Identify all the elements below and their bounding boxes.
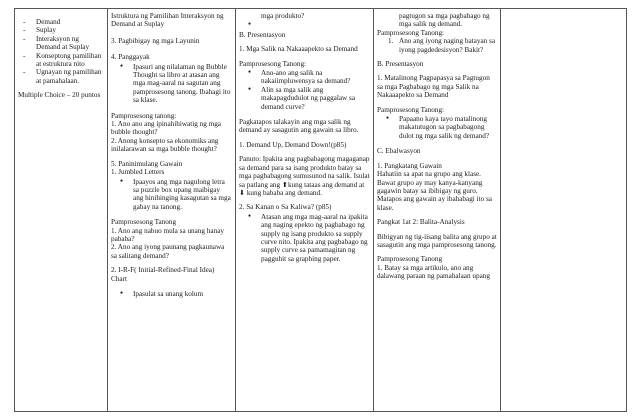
question-heading: Pamprosesong Tanong (377, 255, 443, 264)
arrow-up-icon: ⬆ (281, 180, 288, 189)
section-heading: B. Presentasyon (377, 60, 424, 69)
activity-title: 1. Pangkatang Gawain (377, 161, 442, 170)
instruction-text: kung bababa ang demand. (246, 188, 322, 197)
topic-item: - Konseptong pamilihan at estruktura nito (18, 52, 104, 69)
procedure-cell-2 (236, 9, 374, 412)
topic-list (18, 18, 104, 85)
assessment-type: Multiple Choice – 20 puntos (18, 91, 101, 100)
bullet-item: ● Ano-ano ang salik na nakaiimpluwensya sa demand? (239, 69, 370, 86)
question-heading: Pamprosesong tanong: (111, 111, 177, 120)
topic-item: - Suplay (18, 26, 104, 34)
procedure-cell-1 (108, 9, 236, 412)
question-text: 1. Ano ano ang ipinahihiwatig ng mga bubble thought? (111, 120, 221, 137)
topic-heading: 1. Mga Salik na Nakaaapekto sa Demand (239, 45, 358, 54)
paragraph: Pagkatapos talakayin ang mga salik ng demand ay sasagutin ang gawain sa libro. (239, 118, 359, 135)
empty-bullet (239, 21, 370, 29)
paragraph: Bibigyan ng tig-iisang balita ang grupo at sasagutin ang mga pamprosesong tanong. (377, 232, 497, 249)
instruction-text: kung tataas ang demand at (287, 180, 365, 189)
topic-item: - Interaksyon ng Demand at Suplay (18, 35, 104, 52)
question-heading: Pamprosesong Tanong: (377, 105, 445, 114)
continued-text: pagtugon sa mga pagbabago ng mga salik ng demand. (399, 12, 490, 29)
bullet-item: ● Ipasulat sa unang kolum (111, 290, 232, 298)
instruction-text: Panuto: Ipakita ang pagbabagong magaganap sa demand para sa isang produkto batay sa mga pagbabagong sumusunod na salik. Isulat sa patlang ang (239, 155, 370, 189)
continued-text: mga produkto? (261, 12, 305, 20)
question-heading: Pamprosesong Tanong: (239, 59, 307, 68)
question-text: 2. Ano ang iyong paunang pagkaunawa sa salitang demand? (111, 243, 225, 260)
topics-cell (15, 9, 108, 412)
step-heading: 3. Pagbibigay ng mga Layunin (111, 36, 200, 45)
question-heading: Pamprosesong Tanong: (377, 28, 445, 37)
bullet-item: ● Alin sa mga salik ang makapagdudulot ng paggalaw sa demand curve? (239, 86, 370, 111)
section-heading: B. Presentasyon (239, 30, 286, 39)
question-text: 1. Batay sa mga artikulo, ano ang dalawang paraan ng pamahalaan upang (377, 263, 490, 281)
question-heading: Pamprosesong Tanong (111, 218, 177, 227)
empty-cell (501, 9, 627, 412)
section-heading: C. Ebalwasyon (377, 147, 421, 156)
topic-heading: 1. Matalinong Pagpapasya sa Pagtugon sa mga Pagbabago ng mga Salik na Nakaaapekto sa Demand (377, 74, 490, 100)
lesson-title: Istruktura ng Pamilihan Interaksyon ng Demand at Suplay (111, 12, 224, 29)
activity-title: 1. Jumbled Letters (111, 168, 165, 177)
activity-title: 1. Demand Up, Demand Down!(p85) (239, 140, 347, 149)
question-text: 2. Anong konsepto sa ekonomiks ang inilalarawan sa mga bubble thought? (111, 136, 219, 154)
topic-item: - Ugnayan ng pamilihan at pamahalaan. (18, 68, 104, 85)
lesson-plan-table (14, 8, 627, 412)
arrow-down-icon: ⬇ (239, 188, 246, 197)
bullet-item: ● Papaano kaya tayo matalinong makatutugon sa pagbabagong dulot ng mga salik ng demand? (377, 115, 497, 140)
step-heading: 4. Panggayak (111, 53, 150, 62)
activity-title: 2. Sa Kanan o Sa Kaliwa? (p85) (239, 203, 332, 212)
step-heading: 5. Paninimulang Gawain (111, 159, 183, 168)
topic-item: - Demand (18, 18, 104, 26)
bullet-item: ● Atasan ang mga mag-aaral na ipakita ang naging epekto ng pagbabago ng supply ng isang produkto sa supply curve nito. Ipakita ang pagbabago ng supply curve sa pamamagitan ng pagguhit sa graphing paper. (239, 213, 370, 263)
group-label: Pangkat 1at 2: Balita-Analysis (377, 218, 465, 227)
question-text: 1. Ano ang nabuo mula sa unang hanay pababa? (111, 226, 224, 243)
instruction-paragraph (239, 155, 370, 197)
paragraph: Hahatiin sa apat na grupo ang klase. Bawat grupo ay may kanya-kanyang gagawin batay sa ibibigay ng guro. Matapos ang gawain ay ibahabagi ito sa klase. (377, 170, 492, 212)
bullet-item: ● Ipaayos ang mga nagulong letra sa puzzle box upang maibigay ang hinihinging kasagutan sa mga gabay na tanong. (111, 178, 232, 212)
activity-title: 2. I-R-F( Initial-Refined-Final Idea) Chart (111, 266, 215, 283)
numbered-item: 1. Ano ang iyong naging batayan sa iyong pagdedesisyon? Bakit? (377, 37, 497, 54)
bullet-item: ● Ipasuri ang nilalaman ng Bubble Thought sa libro at atasan ang mga mag-aaral na sagutan ang pamprosesong tanong. Ibahagi ito sa klase. (111, 63, 232, 105)
procedure-cell-3 (374, 9, 501, 412)
